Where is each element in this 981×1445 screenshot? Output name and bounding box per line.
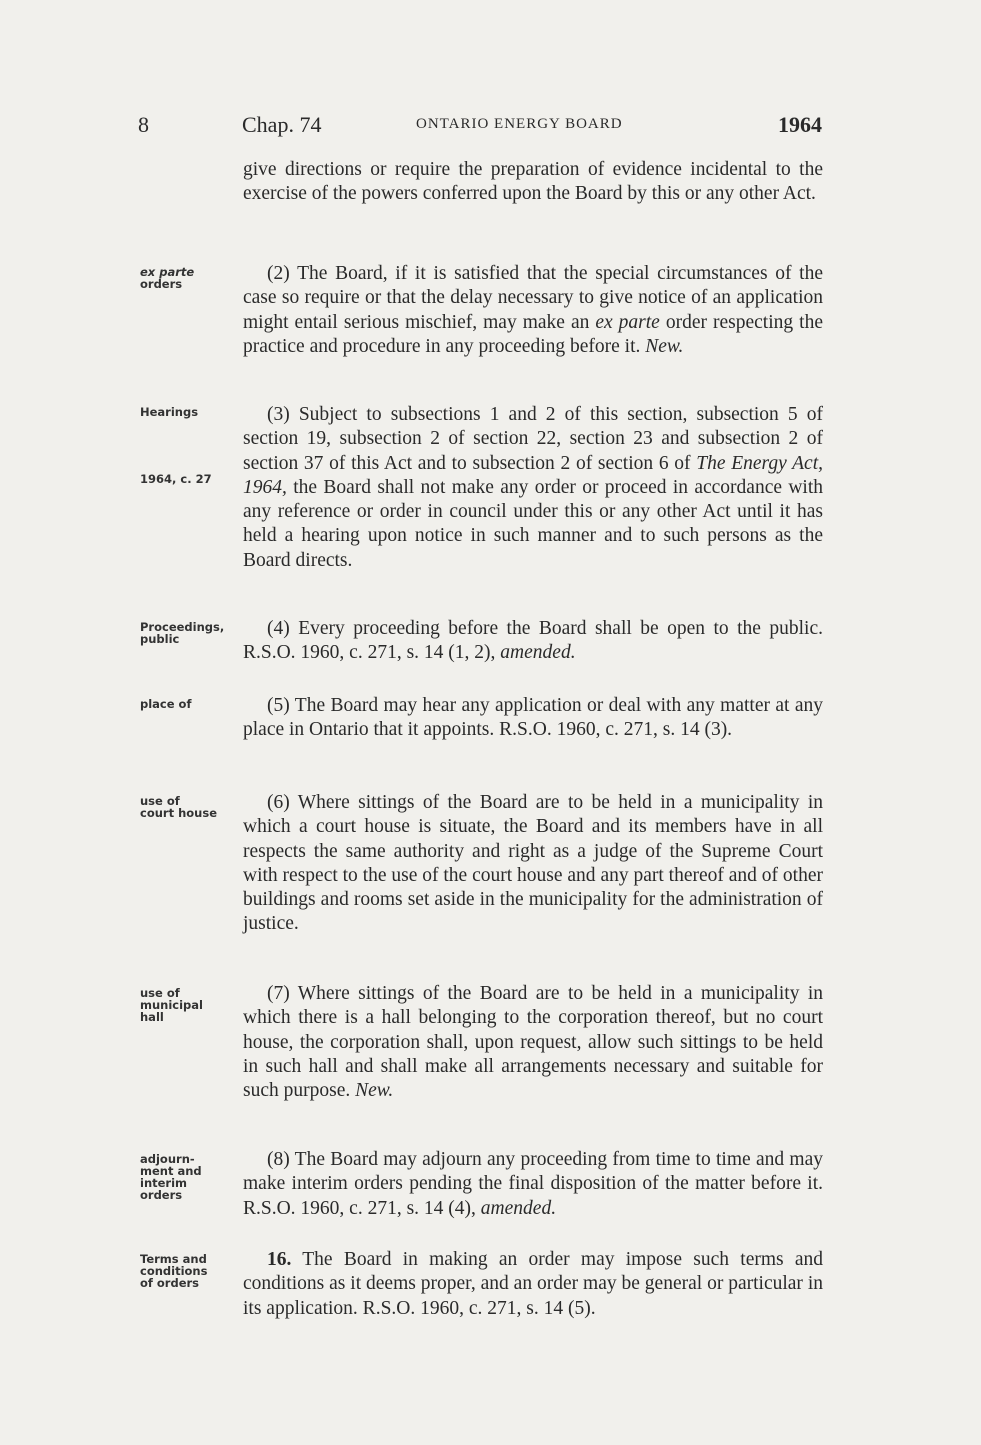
text-run: order respecting the practice and procedure in any proceeding before it. [243, 311, 823, 357]
margin-note-text: conditions [140, 1264, 208, 1278]
page-number: 8 [138, 112, 149, 137]
text-italic: ex parte [595, 311, 660, 333]
paragraph-text: give directions or require the preparation of evidence incidental to the exercise of the powers conferred upon the Board by this or any other Act. [243, 159, 823, 205]
year-label: 1964 [778, 112, 822, 137]
paragraph-text: (5) The Board may hear any application or deal with any matter at any place in Ontario that it appoints. R.S.O. 1960, c. 271, s. 14 (3). [243, 695, 823, 741]
paragraph-text [243, 1248, 823, 1321]
paragraph-8 [243, 1148, 823, 1221]
chapter-label: Chap. 74 [242, 112, 322, 137]
margin-note-terms [140, 1253, 240, 1289]
text-italic: New. [645, 335, 684, 357]
paragraph-text: (6) Where sittings of the Board are to be held in a municipality in which a court house is situate, the Board and its members have in all respects the same authority and right as a judge of the Supreme Court with respect to the use of the court house and any part thereof and of other buildings and rooms set aside in the municipality for the administration of justice. [243, 792, 823, 935]
paragraph-text [243, 262, 823, 359]
text-run: (4) Every proceeding before the Board shall be open to the public. R.S.O. 1960, c. 271, s. 14 (1, 2), [243, 618, 823, 664]
margin-note-ex-parte [140, 266, 240, 290]
margin-note-text: of orders [140, 1276, 200, 1290]
margin-note-text: municipal [140, 998, 203, 1012]
paragraph-2 [243, 262, 823, 359]
paragraph-text [243, 982, 823, 1103]
margin-note-text: 1964, c. 27 [140, 472, 212, 486]
margin-note-municipal-hall [140, 987, 240, 1023]
text-run: (8) The Board may adjourn any proceeding from time to time and may make interim orders pending the final disposition of the matter before it. R.S.O. 1960, c. 271, s. 14 (4), [243, 1149, 823, 1219]
paragraph-text [243, 617, 823, 666]
text-italic: The Energy Act, 1964, [243, 452, 823, 498]
margin-note-text: orders [140, 1188, 183, 1202]
margin-note-hearings [140, 406, 240, 418]
text-italic: amended. [500, 642, 576, 664]
margin-note-proceedings [140, 621, 240, 645]
running-title: ONTARIO ENERGY BOARD [416, 116, 623, 132]
paragraph-4 [243, 617, 823, 666]
margin-note-text: Proceedings, [140, 620, 225, 634]
margin-note-adjournment [140, 1153, 240, 1201]
margin-note-text: place of [140, 697, 192, 711]
margin-note-text: Hearings [140, 405, 199, 419]
text-italic: New. [355, 1080, 394, 1102]
margin-note-text: adjourn- [140, 1152, 195, 1166]
margin-note-text: ex parte [140, 265, 195, 279]
text-run: (3) Subject to subsections 1 and 2 of this section, subsection 5 of section 19, subsection 2 of section 22, section 23 and subsection 2 of section 37 of this Act and to subsection 2 of section 6 of [243, 404, 823, 474]
margin-note-text: public [140, 632, 180, 646]
text-run: The Board in making an order may impose such terms and conditions as it deems proper, and an order may be general or particular in its application. R.S.O. 1960, c. 271, s. 14 (5). [243, 1249, 823, 1319]
section-number: 16. [267, 1249, 292, 1270]
margin-note-text: interim [140, 1176, 188, 1190]
margin-note-place [140, 698, 240, 710]
paragraph-7 [243, 982, 823, 1103]
margin-note-text: use of [140, 794, 180, 808]
section-16 [243, 1248, 823, 1321]
text-run: (7) Where sittings of the Board are to be held in a municipality in which there is a hall belonging to the corporation thereof, but no court house, the corporation shall, upon request, allow such sittings to be held in such hall and shall make all arrangements necessary and suitable for such purpose. [243, 983, 823, 1102]
page-header [138, 112, 822, 142]
margin-note-text: orders [140, 277, 183, 291]
paragraph-text [243, 1148, 823, 1221]
margin-note-act-ref [140, 473, 240, 485]
paragraph-6 [243, 791, 823, 937]
text-run: (2) The Board, if it is satisfied that the special circumstances of the case so require or that the delay necessary to give notice of an application might entail serious mischief, may make an [243, 263, 823, 333]
margin-note-text: hall [140, 1010, 164, 1024]
text-italic: amended. [480, 1197, 557, 1219]
paragraph-text [243, 403, 823, 573]
paragraph-3 [243, 403, 823, 573]
paragraph-intro [243, 158, 823, 207]
text-run: the Board shall not make any order or proceed in accordance with any reference or order in council under this or any other Act until it has held a hearing upon notice in such manner and to such persons as the Board directs. [243, 476, 823, 571]
margin-note-text: court house [140, 806, 217, 820]
margin-note-text: ment and [140, 1164, 202, 1178]
margin-note-text: Terms and [140, 1252, 207, 1266]
paragraph-5 [243, 694, 823, 743]
margin-note-court-house [140, 795, 240, 819]
margin-note-text: use of [140, 986, 180, 1000]
